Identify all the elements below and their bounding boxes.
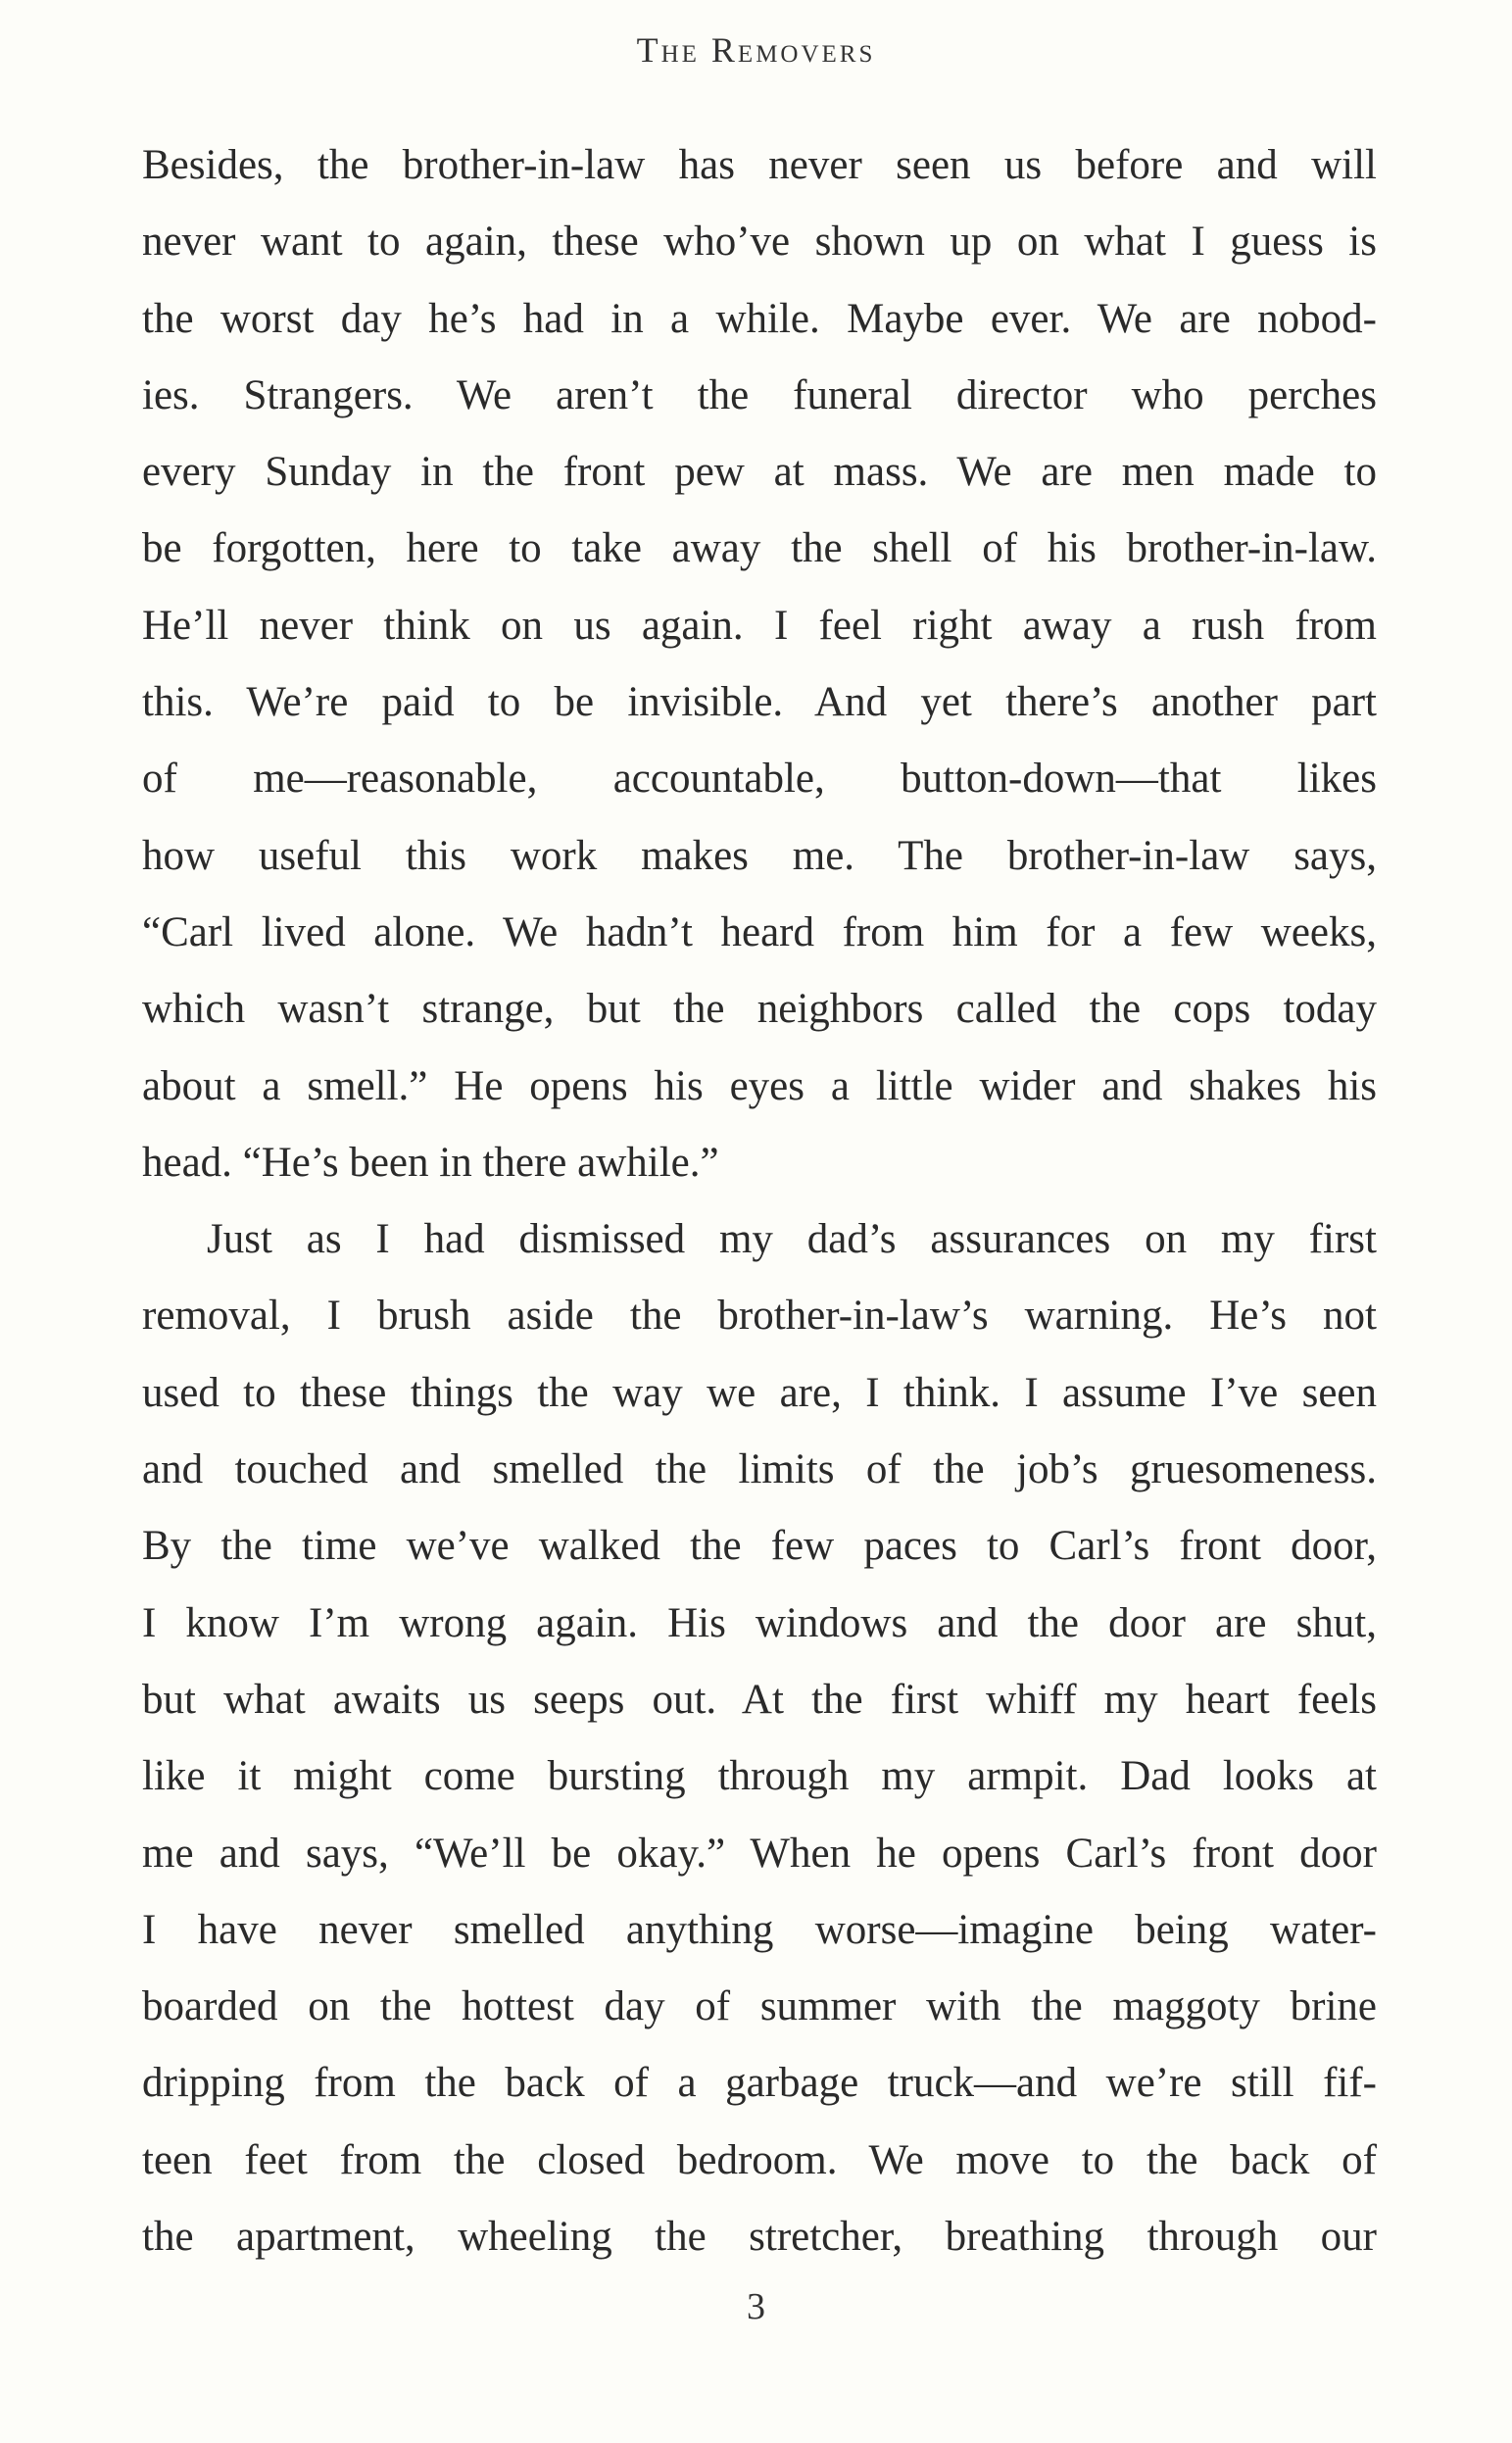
text-line: used to these things the way we are, I think. I assume I’ve seen xyxy=(142,1369,1377,1416)
text-line: every Sunday in the front pew at mass. We are men made to xyxy=(142,449,1377,496)
text-line: me and says, “We’ll be okay.” When he opens Carl’s front door xyxy=(142,1830,1377,1877)
text-line: of me—reasonable, accountable, button-down—that likes xyxy=(142,756,1377,803)
text-line: be forgotten, here to take away the shell of his brother-in-law. xyxy=(142,525,1377,572)
paragraph-2 xyxy=(142,1201,1377,2275)
text-line: I know I’m wrong again. His windows and the door are shut, xyxy=(142,1599,1377,1646)
text-line: “Carl lived alone. We hadn’t heard from him for a few weeks, xyxy=(142,908,1377,955)
text-line: the worst day he’s had in a while. Maybe ever. We are nobod- xyxy=(142,295,1377,342)
text-line: this. We’re paid to be invisible. And yet there’s another part xyxy=(142,679,1377,726)
text-line: head. “He’s been in there awhile.” xyxy=(142,1139,719,1186)
text-line: ies. Strangers. We aren’t the funeral director who perches xyxy=(142,371,1377,418)
text-line: the apartment, wheeling the stretcher, breathing through our xyxy=(142,2214,1377,2261)
text-line: teen feet from the closed bedroom. We move to the back of xyxy=(142,2136,1377,2183)
page-number: 3 xyxy=(747,2286,765,2327)
text-line: never want to again, these who’ve shown up on what I guess is xyxy=(142,219,1377,266)
text-line: and touched and smelled the limits of the job’s gruesomeness. xyxy=(142,1446,1377,1493)
body-text xyxy=(142,127,1377,2275)
text-line: like it might come bursting through my armpit. Dad looks at xyxy=(142,1753,1377,1800)
text-line: Just as I had dismissed my dad’s assurances on my first xyxy=(207,1216,1377,1263)
text-line: boarded on the hottest day of summer with the maggoty brine xyxy=(142,1983,1377,2030)
text-line: about a smell.” He opens his eyes a little wider and shakes his xyxy=(142,1062,1377,1109)
text-line: I have never smelled anything worse—imagine being water- xyxy=(142,1906,1377,1953)
text-line: dripping from the back of a garbage truck—and we’re still fif- xyxy=(142,2060,1377,2107)
running-head: The Removers xyxy=(636,30,876,70)
text-line: which wasn’t strange, but the neighbors called the cops today xyxy=(142,986,1377,1033)
paragraph-1 xyxy=(142,127,1377,1201)
text-line: By the time we’ve walked the few paces to Carl’s front door, xyxy=(142,1523,1377,1570)
text-line: how useful this work makes me. The brother-in-law says, xyxy=(142,832,1377,879)
text-line: but what awaits us seeps out. At the first whiff my heart feels xyxy=(142,1676,1377,1723)
text-line: removal, I brush aside the brother-in-law’s warning. He’s not xyxy=(142,1293,1377,1340)
text-line: He’ll never think on us again. I feel right away a rush from xyxy=(142,602,1377,649)
text-line: Besides, the brother-in-law has never seen us before and will xyxy=(142,142,1377,188)
